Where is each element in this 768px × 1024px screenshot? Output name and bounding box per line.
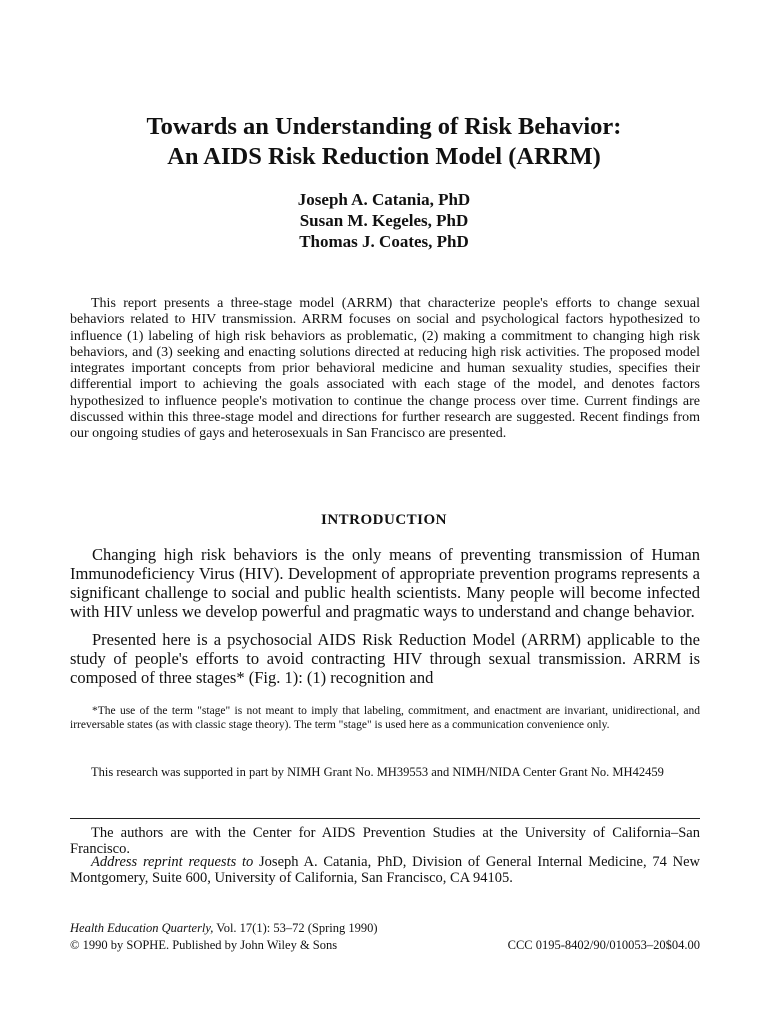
footer-divider: [70, 818, 700, 819]
journal-name: Health Education Quarterly,: [70, 921, 214, 935]
section-heading-introduction: INTRODUCTION: [320, 512, 447, 528]
copyright-text: © 1990 by SOPHE. Published by John Wiley & Sons: [70, 938, 338, 952]
abstract: This report presents a three-stage model (ARRM) that characterize people's efforts to change sexual behaviors related to HIV transmission. ARRM focuses on social and psychological factors hypothesized to influence (1) labeling of high risk behaviors as problematic, (2) making a commitment to changing high risk behaviors, and (3) seeking and enacting solutions directed at reducing high risk activities. The proposed model integrates important concepts from prior behavioral medicine and human sexuality studies, specifies their differential import to achieving the goals associated with each stage of the model, and denotes factors hypothesized to influence people's motivation to continue the change process over time. Current findings are discussed within this three-stage model and directions for further research are suggested. Recent findings from our ongoing studies of gays and heterosexuals in San Francisco are presented.: [70, 296, 700, 442]
intro-paragraph-1: Changing high risk behaviors is the only means of preventing transmission of Human Immunodeficiency Virus (HIV). Development of appropriate prevention programs represents a significant challenge to social and public health scientists. Many people will become infected with HIV unless we develop powerful and pragmatic ways to understand and change behavior.: [70, 545, 700, 621]
reprint-text: Joseph A. Catania, PhD, Division of General Internal Medicine, 74 New Montgomery, Suite 600, University of California, San Francisco, CA 94105.: [70, 854, 700, 886]
author-3: Thomas J. Coates, PhD: [299, 232, 469, 251]
funding-note: This research was supported in part by NIMH Grant No. MH39553 and NIMH/NIDA Center Grant No. MH42459: [91, 765, 664, 779]
author-2: Susan M. Kegeles, PhD: [299, 211, 469, 230]
paper-title-line-1: Towards an Understanding of Risk Behavior:: [146, 113, 622, 140]
paper-title-line-2: An AIDS Risk Reduction Model (ARRM): [167, 143, 601, 170]
journal-volume: Vol. 17(1): 53–72 (Spring 1990): [213, 921, 378, 935]
stage-footnote: *The use of the term "stage" is not meant to imply that labeling, commitment, and enactment are invariant, unidirectional, and irreversable states (as with classic stage theory). The term "stage" is used here as a communication convenience only.: [70, 705, 700, 731]
intro-paragraph-2: Presented here is a psychosocial AIDS Risk Reduction Model (ARRM) applicable to the study of people's efforts to avoid contracting HIV through sexual transmission. ARRM is composed of three stages* (Fig. 1): (1) recognition and: [70, 630, 700, 687]
author-affiliation: The authors are with the Center for AIDS Prevention Studies at the University of California–San Francisco.: [70, 825, 700, 857]
reprint-address: [70, 854, 700, 886]
ccc-code: CCC 0195-8402/90/010053–20$04.00: [507, 938, 700, 952]
copyright-line: [70, 938, 700, 953]
reprint-label: Address reprint requests to: [91, 854, 254, 870]
journal-citation: [70, 921, 700, 936]
author-1: Joseph A. Catania, PhD: [297, 190, 471, 209]
